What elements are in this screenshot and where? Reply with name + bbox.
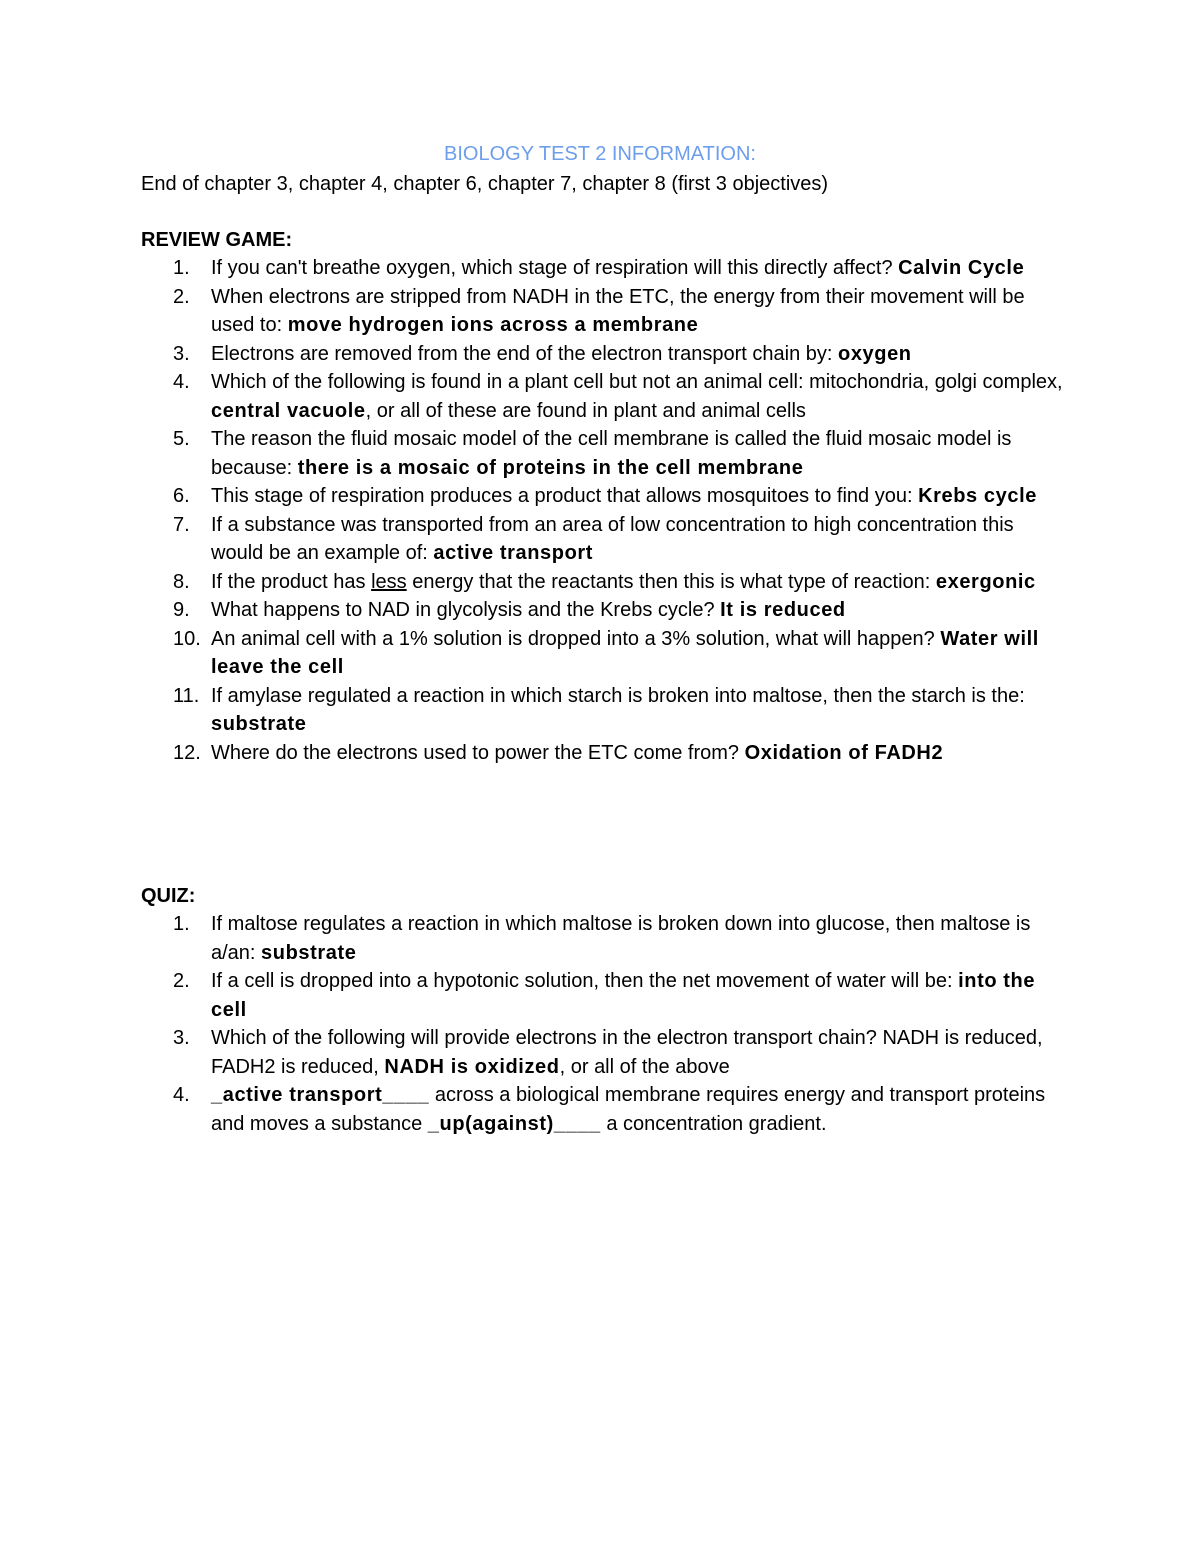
answer-text: Water will leave the cell (211, 627, 1039, 678)
question-text-tail: a concentration gradient. (600, 1112, 827, 1135)
answer-text: move hydrogen ions across a membrane (287, 314, 699, 336)
item-number: 11. (173, 684, 200, 707)
question-text-tail: energy that the reactants then this is what type of reaction: (406, 570, 936, 593)
question-text: If you can't breathe oxygen, which stage of respiration will this directly affect? (211, 257, 899, 279)
answer-text: substrate (261, 941, 357, 964)
item-number: 4. (173, 1084, 190, 1106)
answer-text: substrate (211, 713, 307, 735)
answer-text: active transport (433, 542, 594, 564)
underlined-word: less (371, 570, 407, 593)
quiz-question-list (141, 910, 1071, 1138)
question-text: Which of the following will provide electrons in the electron transport chain? NADH is reduced, FADH2 is reduced, (211, 1027, 1043, 1078)
answer-text: NADH is oxidized (384, 1055, 560, 1078)
question-text: If a cell is dropped into a hypotonic solution, then the net movement of water will be: (211, 970, 959, 992)
item-number: 6. (173, 485, 190, 507)
review-item-1 (141, 254, 1071, 283)
review-game-section (141, 226, 1071, 767)
question-text: Where do the electrons used to power the ETC come from? (211, 741, 745, 764)
answer-blank-1: _active transport____ (211, 1084, 430, 1106)
item-number: 2. (173, 970, 190, 992)
question-text: This stage of respiration produces a product that allows mosquitoes to find you: (211, 485, 919, 507)
review-item-6 (141, 482, 1071, 511)
item-number: 9. (173, 599, 190, 621)
review-item-12 (141, 739, 1071, 768)
item-number: 10. (173, 627, 201, 650)
quiz-item-3 (141, 1024, 1071, 1081)
item-number: 5. (173, 428, 190, 450)
review-item-4 (141, 368, 1071, 425)
question-text: The reason the fluid mosaic model of the cell membrane is called the fluid mosaic model is because: (211, 428, 1012, 479)
question-text: What happens to NAD in glycolysis and the Krebs cycle? (211, 599, 721, 621)
review-game-heading: REVIEW GAME: (141, 229, 293, 251)
answer-text: exergonic (935, 570, 1036, 593)
quiz-heading: QUIZ: (141, 885, 196, 907)
question-text: When electrons are stripped from NADH in the ETC, the energy from their movement will be used to: (211, 285, 1025, 336)
question-text: If a substance was transported from an area of low concentration to high concentration this would be an example of: (211, 513, 1014, 564)
quiz-item-4 (141, 1081, 1071, 1138)
review-item-10 (141, 625, 1071, 682)
item-number: 1. (173, 913, 190, 935)
answer-text: oxygen (838, 342, 912, 365)
item-number: 3. (173, 342, 190, 365)
answer-text: Oxidation of FADH2 (744, 741, 944, 764)
question-text: Which of the following is found in a plant cell but not an animal cell: mitochondria, golgi complex, (211, 371, 1063, 393)
answer-text: Krebs cycle (918, 485, 1037, 507)
question-text-tail: , or all of the above (559, 1055, 730, 1078)
item-number: 8. (173, 570, 190, 593)
review-item-2 (141, 283, 1071, 340)
answer-blank-2: _up(against)____ (427, 1112, 601, 1135)
quiz-section (141, 882, 1071, 1138)
answer-text: there is a mosaic of proteins in the cell membrane (297, 456, 804, 479)
question-text: An animal cell with a 1% solution is dropped into a 3% solution, what will happen? (211, 627, 941, 650)
page-subtitle: End of chapter 3, chapter 4, chapter 6, chapter 7, chapter 8 (first 3 objectives) (141, 173, 829, 195)
page-title: BIOLOGY TEST 2 INFORMATION: (444, 143, 756, 165)
item-number: 7. (173, 513, 190, 536)
item-number: 1. (173, 257, 190, 279)
answer-text: central vacuole (211, 399, 366, 422)
question-text: If maltose regulates a reaction in which maltose is broken down into glucose, then maltose is a/an: (211, 913, 1031, 964)
item-number: 2. (173, 285, 190, 308)
review-item-7 (141, 511, 1071, 568)
item-number: 4. (173, 371, 190, 393)
quiz-item-1 (141, 910, 1071, 967)
review-item-5 (141, 425, 1071, 482)
review-item-11 (141, 682, 1071, 739)
question-text: If amylase regulated a reaction in which starch is broken into maltose, then the starch is the: (211, 684, 1025, 707)
question-text-tail: , or all of these are found in plant and animal cells (365, 399, 806, 422)
question-text: across a biological membrane requires energy and transport proteins and moves a substance (211, 1084, 1046, 1135)
review-item-3 (141, 340, 1071, 369)
item-number: 3. (173, 1027, 190, 1049)
question-text: If the product has (211, 570, 372, 593)
review-item-8 (141, 568, 1071, 597)
quiz-item-2 (141, 967, 1071, 1024)
question-text: Electrons are removed from the end of the electron transport chain by: (211, 342, 838, 365)
answer-text: Calvin Cycle (898, 257, 1025, 279)
item-number: 12. (173, 741, 201, 764)
review-item-9 (141, 596, 1071, 625)
answer-text: into the cell (211, 970, 1036, 1021)
answer-text: It is reduced (720, 599, 846, 621)
review-question-list (141, 254, 1071, 767)
